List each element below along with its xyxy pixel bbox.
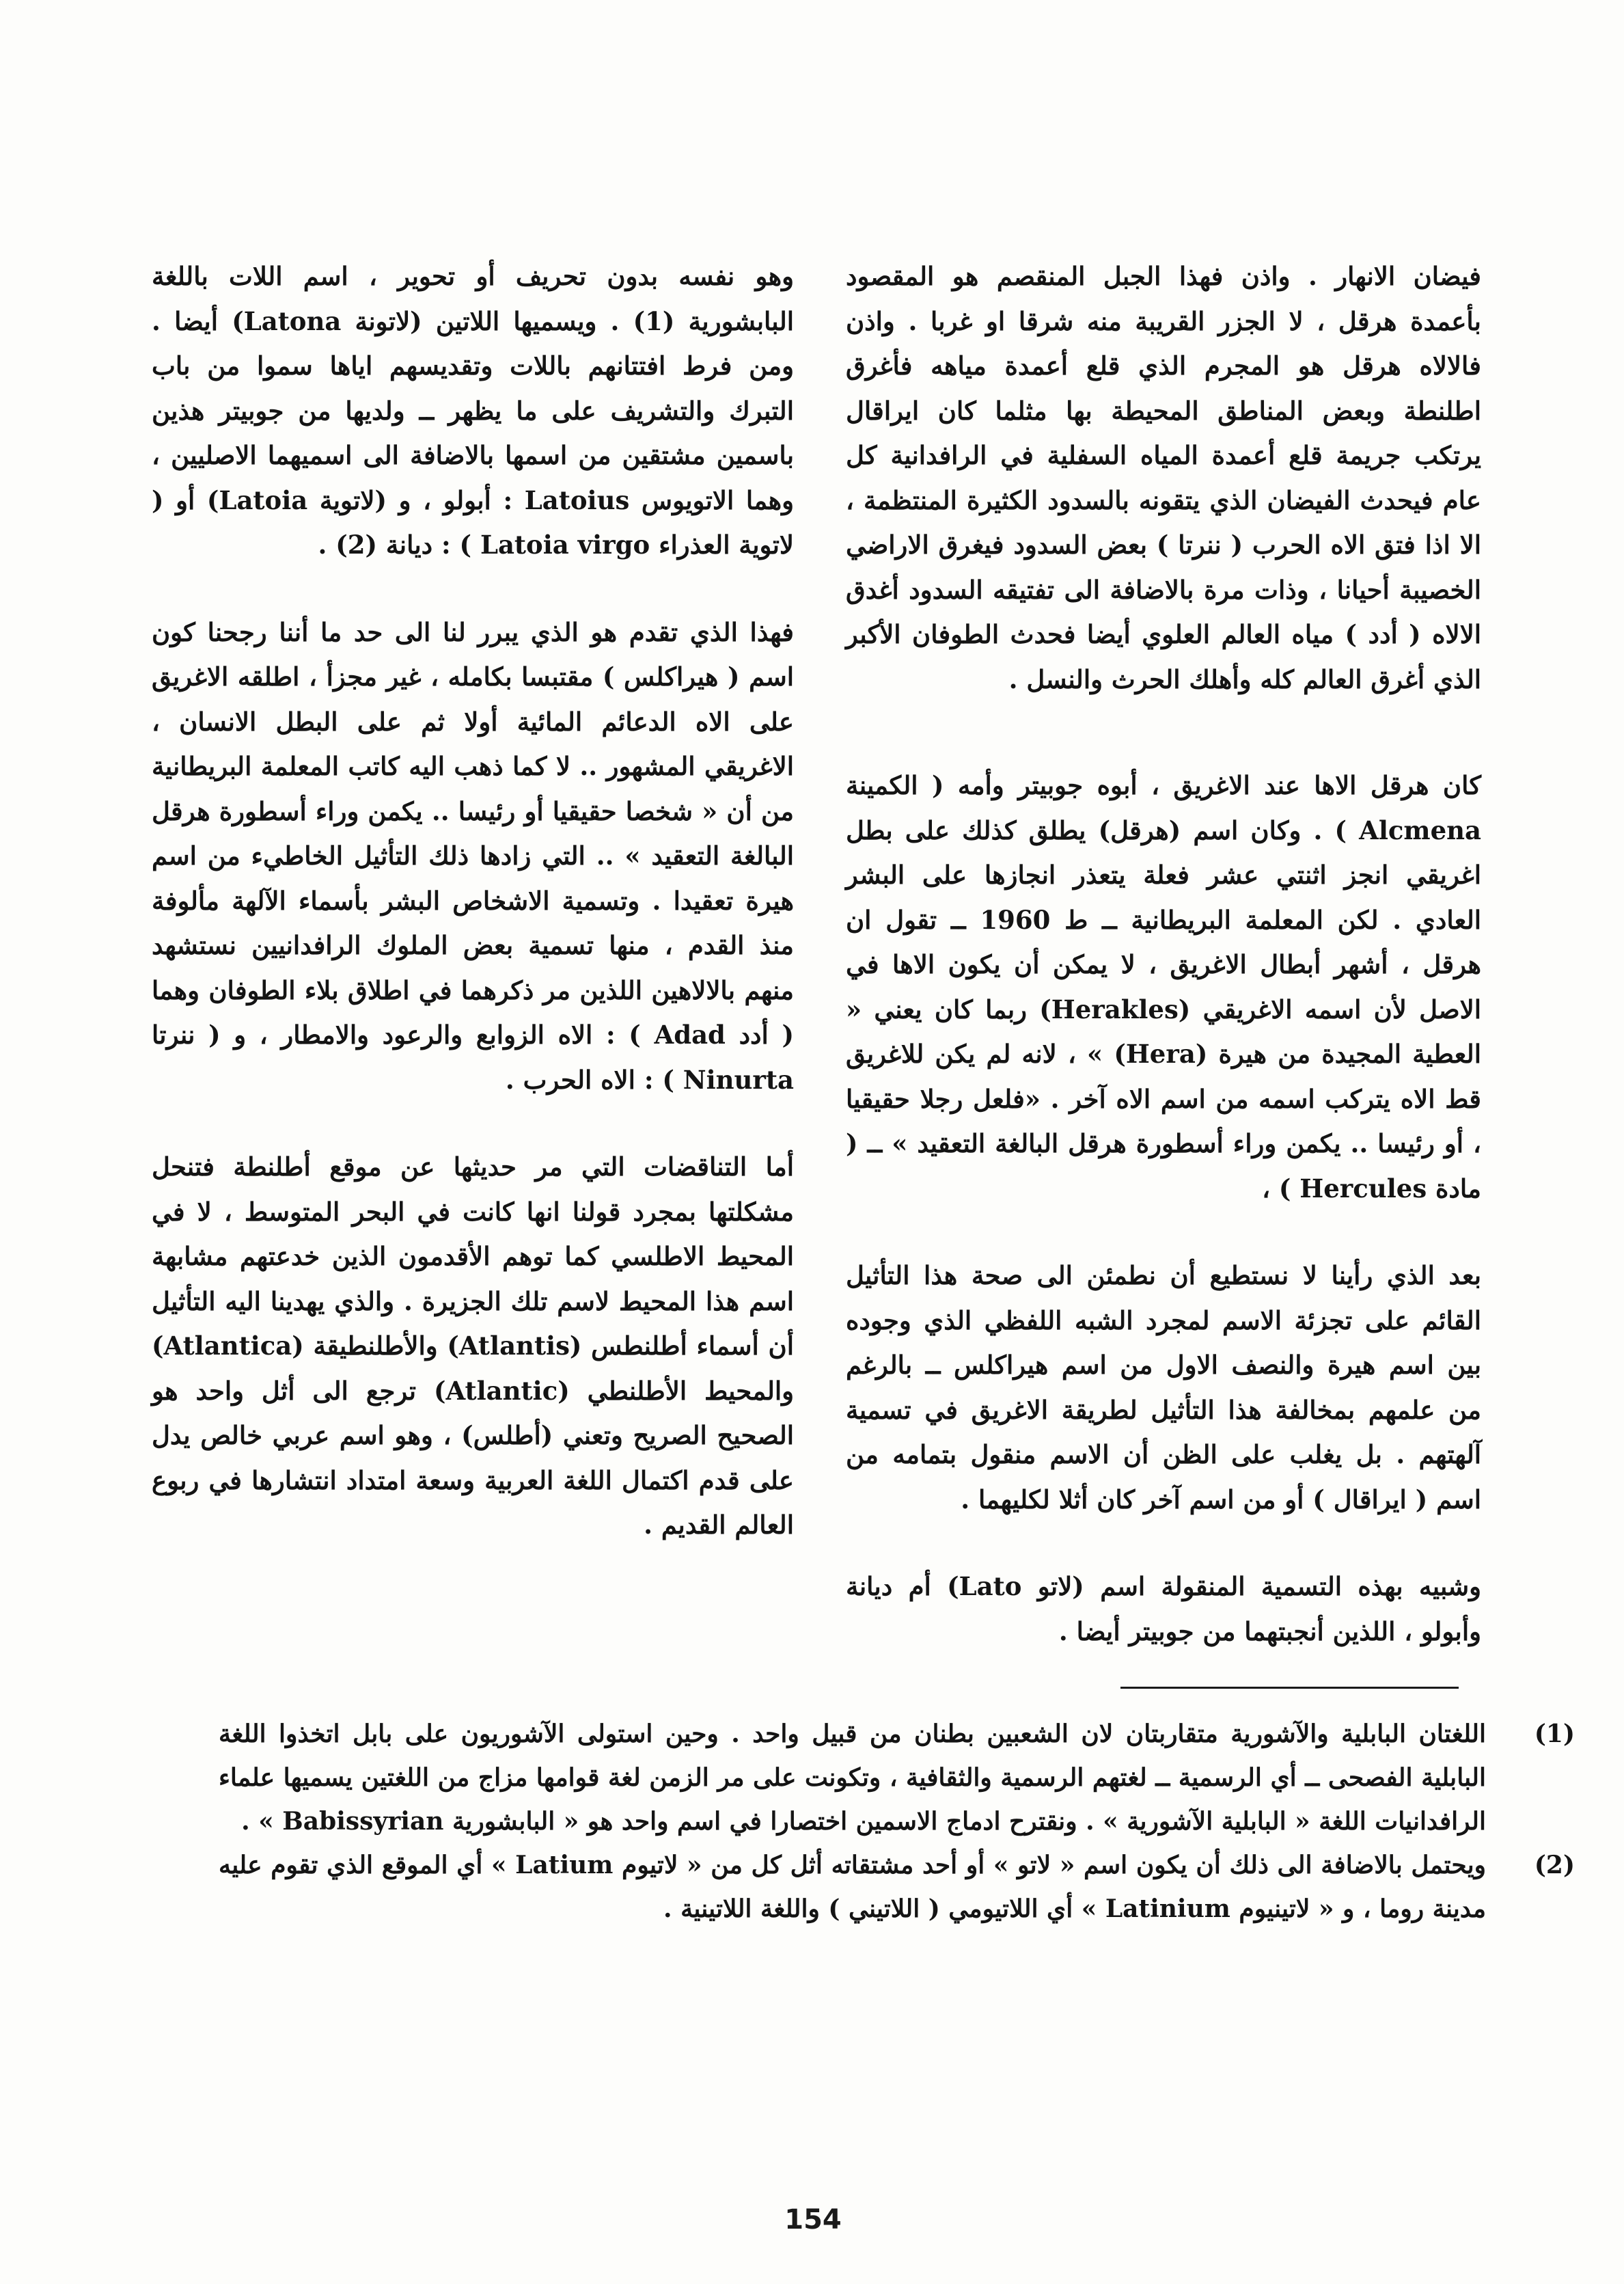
- right-text-column: [846, 254, 1481, 1654]
- footnotes-section: [219, 1712, 1575, 1931]
- left-paragraph-2: فهذا الذي تقدم هو الذي يبرر لنا الى حد ما أننا رجحنا كون اسم ( هيراكلس ) مقتبسا بكامله ، غير مجزأ ، اطلقه الاغريق على الاه الدعائم المائية أولا ثم على البطل الانسان ، الاغريقي المشهور .. لا كما ذهب اليه كاتب المعلمة البريطانية من أن « شخصا حقيقيا أو رئيسا .. يكمن وراء أسطورة هرقل البالغة التعقيد » .. التي زادها ذلك التأثيل الخاطيء من اسم هيرة تعقيدا . وتسمية الاشخاص البشر بأسماء الآلهة مألوفة منذ القدم ، منها تسمية بعض الملوك الرافدانيين نستشهد منهم بالالاهين اللذين مر ذكرهما في اطلاق بلاء الطوفان وهما ( أدد Adad ) : الاه الزوابع والرعود والامطار ، و ( ننرتا Ninurta ) : الاه الحرب .: [152, 616, 794, 1095]
- left-paragraph-3: أما التناقضات التي مر حديثها عن موقع أطلنطة فتنحل مشكلتها بمجرد قولنا انها كانت في البحر المتوسط ، لا في المحيط الاطلسي كما توهم الأقدمون الذين خدعتهم مشابهة اسم هذا المحيط لاسم تلك الجزيرة . والذي يهدينا اليه التأثيل أن أسماء أطلنطس (Atlantis) والأطلنطيقة (Atlantica) والمحيط الأطلنطي (Atlantic) ترجع الى أثل واحد هو الصحيح الصريح وتعني (أطلس) ، وهو اسم عربي خالص يدل على قدم اكتمال اللغة العربية وسعة امتداد انتشارها في ربوع العالم القديم .: [152, 1152, 795, 1540]
- left-paragraph-1: وهو نفسه بدون تحريف أو تحوير ، اسم اللات باللغة البابشورية (1) . ويسميها اللاتين (لاتونة Latona) أيضا . ومن فرط افتتانهم باللات وتقديسهم اياها سموا من باب التبرك والتشريف على ما يظهر ــ ولديها من جوبيتر هذين باسمين مشتقين من اسمها بالاضافة الى اسميهما الاصليين ، وهما الاتويوس Latoius : أبولو ، و (لاتوية Latoia) أو ( لاتوية العذراء Latoia virgo ) : ديانة (2) .: [152, 261, 794, 560]
- right-paragraph-1: فيضان الانهار . واذن فهذا الجبل المنقصم هو المقصود بأعمدة هرقل ، لا الجزر القريبة منه شرقا او غربا . واذن فالالاه هرقل هو المجرم الذي قلع أعمدة مياهه فأغرق اطلنطة وبعض المناطق المحيطة بها مثلما كان ايراقال يرتكب جريمة قلع أعمدة المياه السفلية في الرافدانية كل عام فيحدث الفيضان الذي يتقونه بالسدود الكثيرة المنتظمة ، الا اذا فتق الاه الحرب ( ننرتا ) بعض السدود فيغرق الاراضي الخصيبة أحيانا ، وذات مرة بالاضافة الى تفتيقه السدود أغدق الالاه ( أدد ) مياه العالم العلوي أيضا فحدث الطوفان الأكبر الذي أغرق العالم كله وأهلك الحرث والنسل .: [846, 261, 1482, 694]
- footnote-1-number: (1): [1534, 1719, 1575, 1748]
- left-text-column: [152, 254, 794, 1548]
- footnote-2: [219, 1843, 1575, 1931]
- right-paragraph-4: وشبيه بهذه التسمية المنقولة اسم (لاتو Lato) أم ديانة وأبولو ، اللذين أنجبتهما من جوبيتر أيضا .: [846, 1571, 1481, 1646]
- right-paragraph-2: كان هرقل الاها عند الاغريق ، أبوه جوبيتر وأمه ( الكمينة Alcmena ) . وكان اسم (هرقل) يطلق كذلك على بطل اغريقي انجز اثنتي عشر فعلة يتعذر انجازها على البشر العادي . لكن المعلمة البريطانية ــ ط 1960 ــ تقول ان هرقل ، أشهر أبطال الاغريق ، لا يمكن أن يكون الاها في الاصل لأن اسمه الاغريقي (Herakles) ربما كان يعني « العطية المجيدة من هيرة (Hera) » ، لانه لم يكن للاغريق قط الاه يتركب اسمه من اسم الاه آخر . «فلعل رجلا حقيقيا ، أو رئيسا .. يكمن وراء أسطورة هرقل البالغة التعقيد » ــ ( مادة Hercules ) ،: [846, 770, 1481, 1204]
- footnote-2-number: (2): [1534, 1851, 1575, 1879]
- right-paragraph-3: بعد الذي رأينا لا نستطيع أن نطمئن الى صحة هذا التأثيل القائم على تجزئة الاسم لمجرد الشبه اللفظي الذي وجوده بين اسم هيرة والنصف الاول من اسم هيراكلس ــ بالرغم من علمهم بمخالفة هذا التأثيل لطريقة الاغريق في تسمية آلهتهم . بل يغلب على الظن أن الاسم منقول بتمامه من اسم ( ايراقال ) أو من اسم آخر كان أثلا لكليهما .: [846, 1260, 1481, 1514]
- footnote-1-text: اللغتان البابلية والآشورية متقاربتان لان الشعبين بطنان من قبيل واحد . وحين استولى الآشوريون على بابل اتخذوا اللغة البابلية الفصحى ــ أي الرسمية ــ لغتهم الرسمية والثقافية ، وتكونت على مر الزمن لغة قوامها مزاج من اللغتين يسميها علماء الرافدانيات اللغة « البابلية الآشورية » . ونقترح ادماج الاسمين اختصارا في اسم واحد هو « البابشورية Babissyrian » .: [219, 1719, 1486, 1836]
- footnote-separator-rule: [1120, 1687, 1459, 1689]
- footnote-1: [219, 1712, 1575, 1843]
- page-number: 154: [784, 2204, 842, 2235]
- footnote-2-text: ويحتمل بالاضافة الى ذلك أن يكون اسم « لاتو » أو أحد مشتقاته أثل كل من « لاتيوم Latium » أي الموقع الذي تقوم عليه مدينة روما ، و « لاتينيوم Latinium » أي اللاتيومي ( اللاتيني ) واللغة اللاتينية .: [219, 1851, 1487, 1923]
